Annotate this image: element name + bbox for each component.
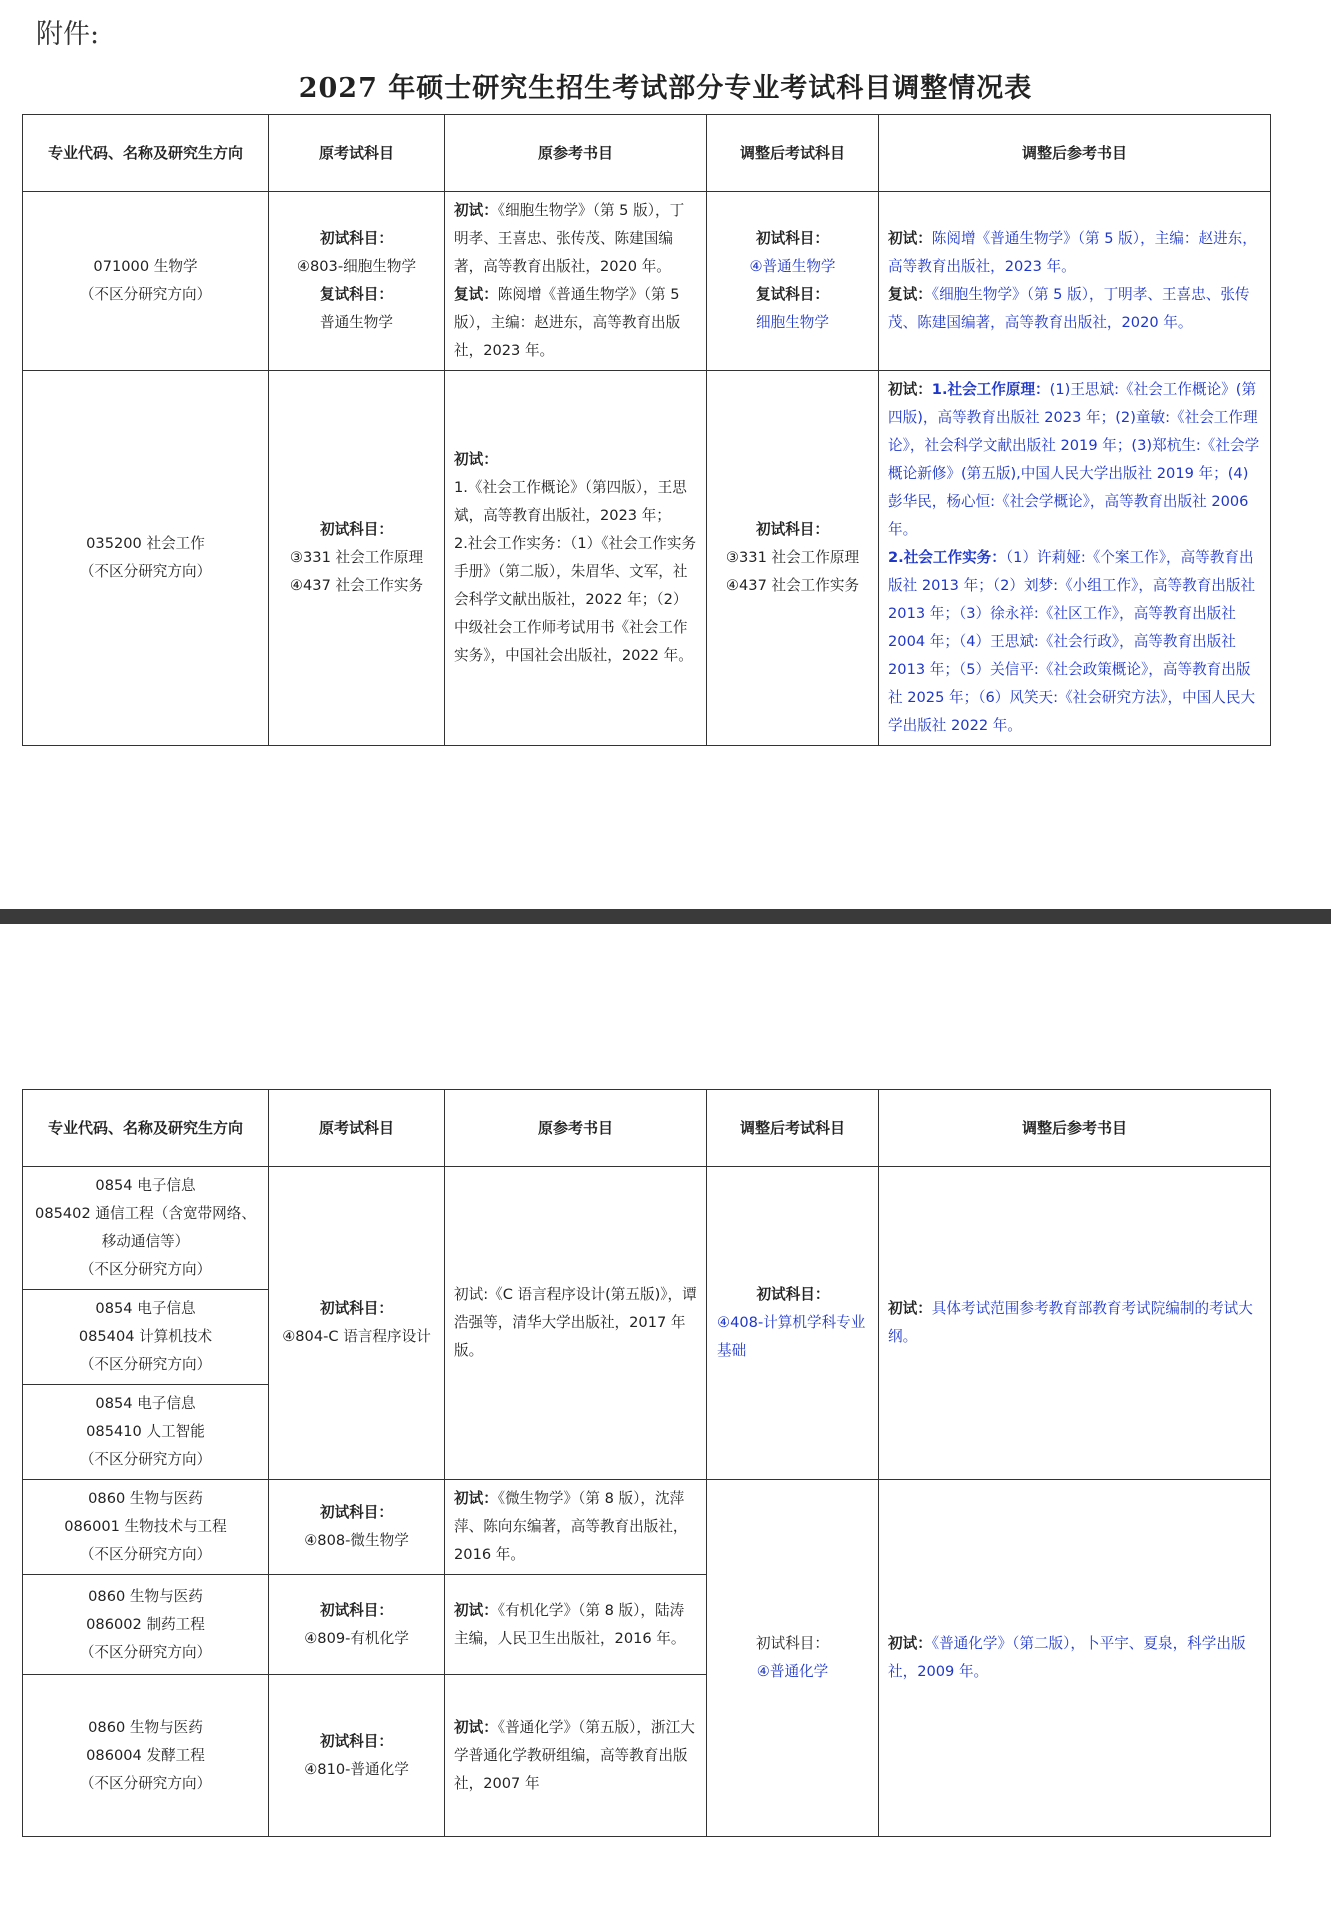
chu-subject: ④810-普通化学 (304, 1760, 409, 1778)
new-books-cell (879, 1167, 1271, 1480)
major-direction: （不区分研究方向） (79, 1261, 212, 1278)
chu-text: 陈阅增《普通生物学》（第 5 版），主编：赵进东，高等教育出版社，2023 年。 (888, 230, 1257, 275)
chu-label: 初试： (888, 1635, 932, 1652)
new-subject-cell (707, 371, 879, 746)
major-direction: （不区分研究方向） (79, 1546, 212, 1563)
new-subject-cell (707, 1480, 879, 1837)
major-cell (23, 1290, 269, 1385)
adjustment-table-2 (22, 1089, 1271, 1837)
chu-subject-label: 初试科目： (320, 1504, 393, 1521)
chu-subject-label: 初试科目： (320, 1601, 393, 1619)
orig-books-cell (445, 192, 707, 371)
header-orig-subject: 原考试科目 (269, 1090, 445, 1167)
chu-subject-label: 初试科目： (320, 230, 393, 247)
major-direction: （不区分研究方向） (79, 286, 212, 303)
major-category: 0860 生物与医药 (88, 1490, 203, 1507)
fu-subject: 细胞生物学 (756, 314, 829, 331)
chu-subject-label: 初试科目： (756, 1286, 830, 1303)
header-orig-subject: 原考试科目 (269, 115, 445, 192)
chu-subject: ④808-微生物学 (304, 1532, 409, 1549)
orig-subject-cell (269, 1575, 445, 1675)
major-category: 0854 电子信息 (95, 1300, 196, 1317)
subject-437: ④437 社会工作实务 (725, 577, 860, 594)
major-code: 085410 人工智能 (86, 1423, 205, 1440)
new-books-cell (879, 1480, 1271, 1837)
table-row (23, 192, 1271, 371)
header-new-subject: 调整后考试科目 (707, 1090, 879, 1167)
chu-subject-label: 初试科目： (756, 521, 829, 538)
major-code: 086002 制药工程 (86, 1615, 205, 1633)
orig-books-cell (445, 371, 707, 746)
book-text: 《有机化学》（第 8 版），陆涛主编，人民卫生出版社，2016 年。 (454, 1601, 686, 1647)
fu-subject-label: 复试科目： (756, 286, 829, 303)
major-cell (23, 1167, 269, 1290)
header-orig-books: 原参考书目 (445, 115, 707, 192)
major-category: 0860 生物与医药 (88, 1587, 203, 1605)
book-text: 《普通化学》（第二版），卜平宇、夏泉，科学出版社，2009 年。 (888, 1635, 1246, 1680)
new-subject-cell (707, 192, 879, 371)
major-code: 085404 计算机技术 (78, 1328, 213, 1345)
chu-label: 初试： (454, 1601, 498, 1619)
subject-437: ④437 社会工作实务 (289, 577, 424, 594)
header-major: 专业代码、名称及研究生方向 (23, 1090, 269, 1167)
header-row (23, 1090, 1271, 1167)
subject-331: ③331 社会工作原理 (725, 549, 860, 566)
orig-books-cell (445, 1480, 707, 1575)
major-cell (23, 1675, 269, 1837)
book-item-2: 2.社会工作实务：（1）《社会工作实务手册》（第二版），朱眉华、文军，社会科学文献出版社，2022 年；（2）中级社会工作师考试用书《社会工作实务》，中国社会出版社，2022 年。 (454, 535, 697, 664)
header-new-subject: 调整后考试科目 (707, 115, 879, 192)
header-orig-books: 原参考书目 (445, 1090, 707, 1167)
chu-subject: ④803-细胞生物学 (296, 258, 417, 275)
major-category: 0854 电子信息 (95, 1177, 196, 1194)
fu-text: 《细胞生物学》（第 5 版），丁明孝、王喜忠、张传茂、陈建国编著，高等教育出版社，2020 年。 (888, 286, 1250, 331)
major-direction: （不区分研究方向） (79, 1356, 212, 1373)
orig-books-cell (445, 1675, 707, 1837)
header-major: 专业代码、名称及研究生方向 (23, 115, 269, 192)
major-direction: （不区分研究方向） (79, 563, 212, 580)
table-row (23, 371, 1271, 746)
table-page-2 (22, 1089, 1270, 1837)
orig-subject-cell (269, 1675, 445, 1837)
orig-subject-cell (269, 192, 445, 371)
subject-331: ③331 社会工作原理 (289, 549, 424, 566)
chu-label: 初试： (888, 381, 932, 398)
chu-label: 初试： (454, 451, 498, 468)
major-direction: （不区分研究方向） (79, 1451, 212, 1468)
new-books-cell (879, 192, 1271, 371)
section-2-text: （1）许莉娅:《个案工作》，高等教育出版社 2013 年；（2）刘梦:《小组工作》，高等教育出版社 2013 年；（3）徐永祥:《社区工作》，高等教育出版社 2004 年；（4）王思斌:《社会行政》，高等教育出版社 2013 年；（5）关信平:《社会政策概论》，高等教育出版社 2025 年；（6）风笑天:《社会研究方法》，中国人民大学出版社 2022 年。 (888, 549, 1256, 734)
book-text: 《微生物学》（第 8 版），沈萍萍、陈向东编著，高等教育出版社，2016 年。 (454, 1490, 688, 1563)
book-text: 初试:《C 语言程序设计(第五版)》，谭浩强等，清华大学出版社，2017 年版。 (454, 1286, 697, 1359)
chu-subject-label: 初试科目： (320, 521, 393, 538)
chu-subject: ④普通生物学 (749, 258, 836, 275)
orig-books-cell (445, 1167, 707, 1480)
header-new-books: 调整后参考书目 (879, 115, 1271, 192)
table-row (23, 1480, 1271, 1575)
major-category: 0860 生物与医药 (88, 1718, 203, 1736)
major-cell (23, 192, 269, 371)
major-code: 035200 社会工作 (86, 535, 205, 552)
fu-subject: 普通生物学 (320, 314, 393, 331)
page-separator (0, 909, 1331, 924)
major-code: 086001 生物技术与工程 (64, 1518, 227, 1535)
section-1-text: (1)王思斌:《社会工作概论》(第四版)，高等教育出版社 2023 年；(2)童敏:《社会工作理论》，社会科学文献出版社 2019 年；(3)郑杭生:《社会学概论新修》(第五版),中国人民大学出版社 2019 年；(4)彭华民，杨心恒:《社会学概论》，高等教育出版社 2006 年。 (888, 381, 1260, 538)
major-cell (23, 1385, 269, 1480)
chu-subject: ④809-有机化学 (304, 1629, 409, 1647)
chu-subject: ④普通化学 (756, 1663, 829, 1680)
chu-subject: ④408-计算机学科专业基础 (717, 1314, 866, 1359)
chu-subject-label: 初试科目： (320, 1732, 393, 1750)
major-cell (23, 1480, 269, 1575)
orig-subject-cell (269, 1167, 445, 1480)
orig-subject-cell (269, 371, 445, 746)
fu-text: 陈阅增《普通生物学》（第 5 版），主编：赵进东，高等教育出版社，2023 年。 (454, 286, 681, 359)
major-category: 0854 电子信息 (95, 1395, 196, 1412)
orig-subject-cell (269, 1480, 445, 1575)
book-text: 具体考试范围参考教育部教育考试院编制的考试大纲。 (888, 1300, 1253, 1345)
section-2-label: 2.社会工作实务： (888, 549, 1006, 566)
fu-subject-label: 复试科目： (320, 286, 393, 303)
page-title: 2027 年硕士研究生招生考试部分专业考试科目调整情况表 (298, 73, 1033, 104)
chu-subject: ④804-C 语言程序设计 (282, 1328, 431, 1345)
chu-label: 初试： (888, 230, 932, 247)
new-books-cell (879, 371, 1271, 746)
section-1-label: 1.社会工作原理： (931, 381, 1050, 398)
chu-subject-label: 初试科目： (756, 1635, 829, 1652)
chu-label: 初试： (888, 1300, 932, 1317)
table-row (23, 1167, 1271, 1290)
major-cell (23, 1575, 269, 1675)
table-page-1 (22, 114, 1270, 746)
chu-text: 《细胞生物学》（第 5 版），丁明孝、王喜忠、张传茂、陈建国编著，高等教育出版社，2020 年。 (454, 202, 685, 275)
new-subject-cell (707, 1167, 879, 1480)
book-text: 《普通化学》（第五版），浙江大学普通化学教研组编，高等教育出版社，2007 年 (454, 1718, 695, 1792)
adjustment-table-1 (22, 114, 1271, 746)
chu-label: 初试： (454, 202, 498, 219)
major-code: 085402 通信工程（含宽带网络、移动通信等） (35, 1205, 256, 1250)
header-row (23, 115, 1271, 192)
attachment-label: 附件: (36, 19, 100, 50)
major-code: 071000 生物学 (93, 258, 198, 275)
book-item-1: 1.《社会工作概论》（第四版），王思斌，高等教育出版社，2023 年； (454, 479, 687, 524)
fu-label: 复试： (888, 286, 932, 303)
orig-books-cell (445, 1575, 707, 1675)
chu-subject-label: 初试科目： (320, 1300, 393, 1317)
chu-label: 初试： (454, 1718, 498, 1736)
major-code: 086004 发酵工程 (86, 1746, 205, 1764)
major-cell (23, 371, 269, 746)
chu-label: 初试： (454, 1490, 498, 1507)
major-direction: （不区分研究方向） (79, 1643, 212, 1661)
chu-subject-label: 初试科目： (756, 230, 829, 247)
fu-label: 复试： (454, 286, 498, 303)
major-direction: （不区分研究方向） (79, 1774, 212, 1792)
header-new-books: 调整后参考书目 (879, 1090, 1271, 1167)
